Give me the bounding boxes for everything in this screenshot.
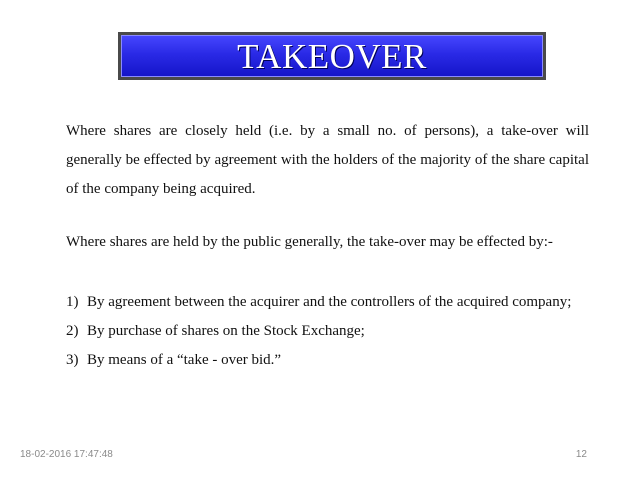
list-item-number: 2) (66, 323, 79, 339)
footer-datetime: 18-02-2016 17:47:48 (20, 449, 113, 460)
slide-title: TAKEOVER (237, 36, 427, 76)
list-item-text: By agreement between the acquirer and the controllers of the acquired company; (87, 294, 572, 310)
list-item-text: By purchase of shares on the Stock Exchange; (87, 323, 365, 339)
takeover-methods-list (66, 288, 589, 375)
list-item-text: By means of a “take - over bid.” (87, 352, 282, 368)
paragraph-public-held: Where shares are held by the public generally, the take-over may be effected by:- (66, 234, 553, 250)
list-item (66, 288, 589, 317)
paragraph-closely-held: Where shares are closely held (i.e. by a small no. of persons), a take-over will generally be effected by agreement with the holders of the majority of the share capital of the company being acquired. (66, 123, 589, 197)
list-item (66, 317, 589, 346)
list-item-number: 1) (66, 294, 79, 310)
title-banner (118, 32, 546, 80)
list-item (66, 346, 589, 375)
list-item-number: 3) (66, 352, 79, 368)
page-number: 12 (575, 449, 587, 460)
